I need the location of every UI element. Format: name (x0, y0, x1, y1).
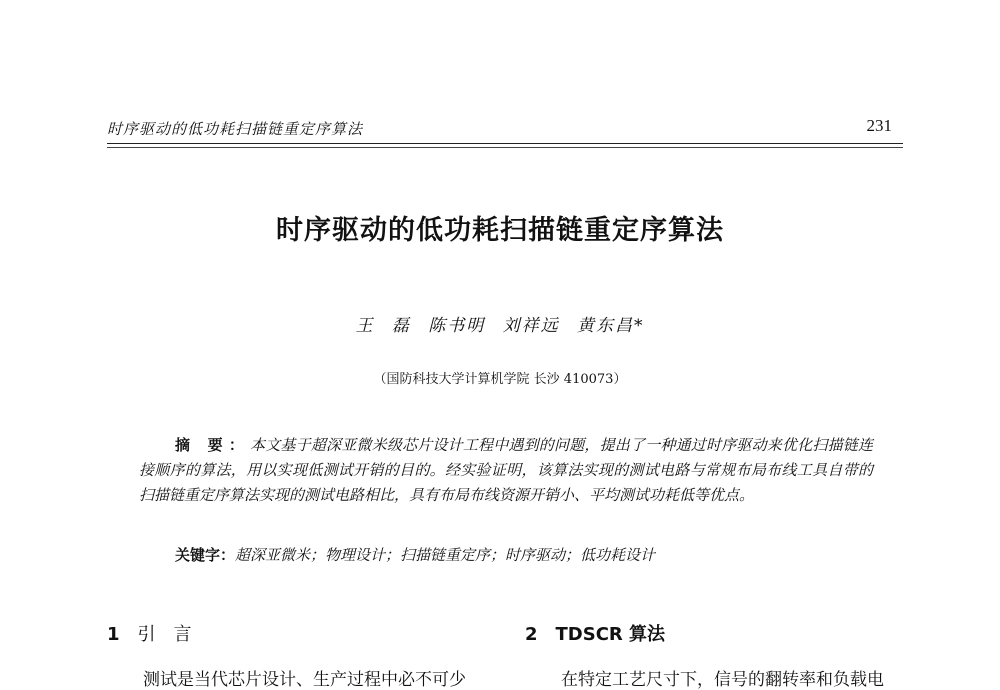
paper-title: 时序驱动的低功耗扫描链重定序算法 (276, 215, 724, 246)
column-1-text: 测试是当代芯片设计、生产过程中必不可少 (143, 670, 466, 690)
keywords (175, 544, 875, 565)
abstract (139, 433, 873, 508)
keywords-label: 关键字： (175, 546, 236, 564)
column-2-text: 在特定工艺尺寸下，信号的翻转率和负载电 (561, 670, 884, 690)
section-number: 1 (107, 624, 120, 645)
author-list: 王 磊 陈书明 刘祥远 黄东昌* (355, 316, 645, 336)
running-head: 时序驱动的低功耗扫描链重定序算法 (107, 120, 364, 138)
page-number: 231 (866, 116, 892, 135)
section-number: 2 (525, 624, 538, 645)
section-title: TDSCR 算法 (555, 624, 666, 645)
keywords-text: 超深亚微米；物理设计；扫描链重定序；时序驱动；低功耗设计 (235, 546, 656, 564)
abstract-label: 摘 要： (175, 436, 251, 454)
section-heading-tdscr (525, 620, 665, 646)
header-rule (107, 143, 903, 144)
section-title: 引言 (137, 624, 210, 645)
abstract-text: 本文基于超深亚微米级芯片设计工程中遇到的问题，提出了一种通过时序驱动来优化扫描链连接顺序的算法，用以实现低测试开销的目的。经实验证明，该算法实现的测试电路与常规布局布线工具自带的扫描链重定序算法实现的测试电路相比，具有布局布线资源开销小、平均测试功耗低等优点。 (139, 436, 873, 504)
affiliation: （国防科技大学计算机学院 长沙 410073） (373, 372, 627, 387)
header-rule-thin (107, 147, 903, 148)
section-heading-introduction (107, 620, 210, 646)
